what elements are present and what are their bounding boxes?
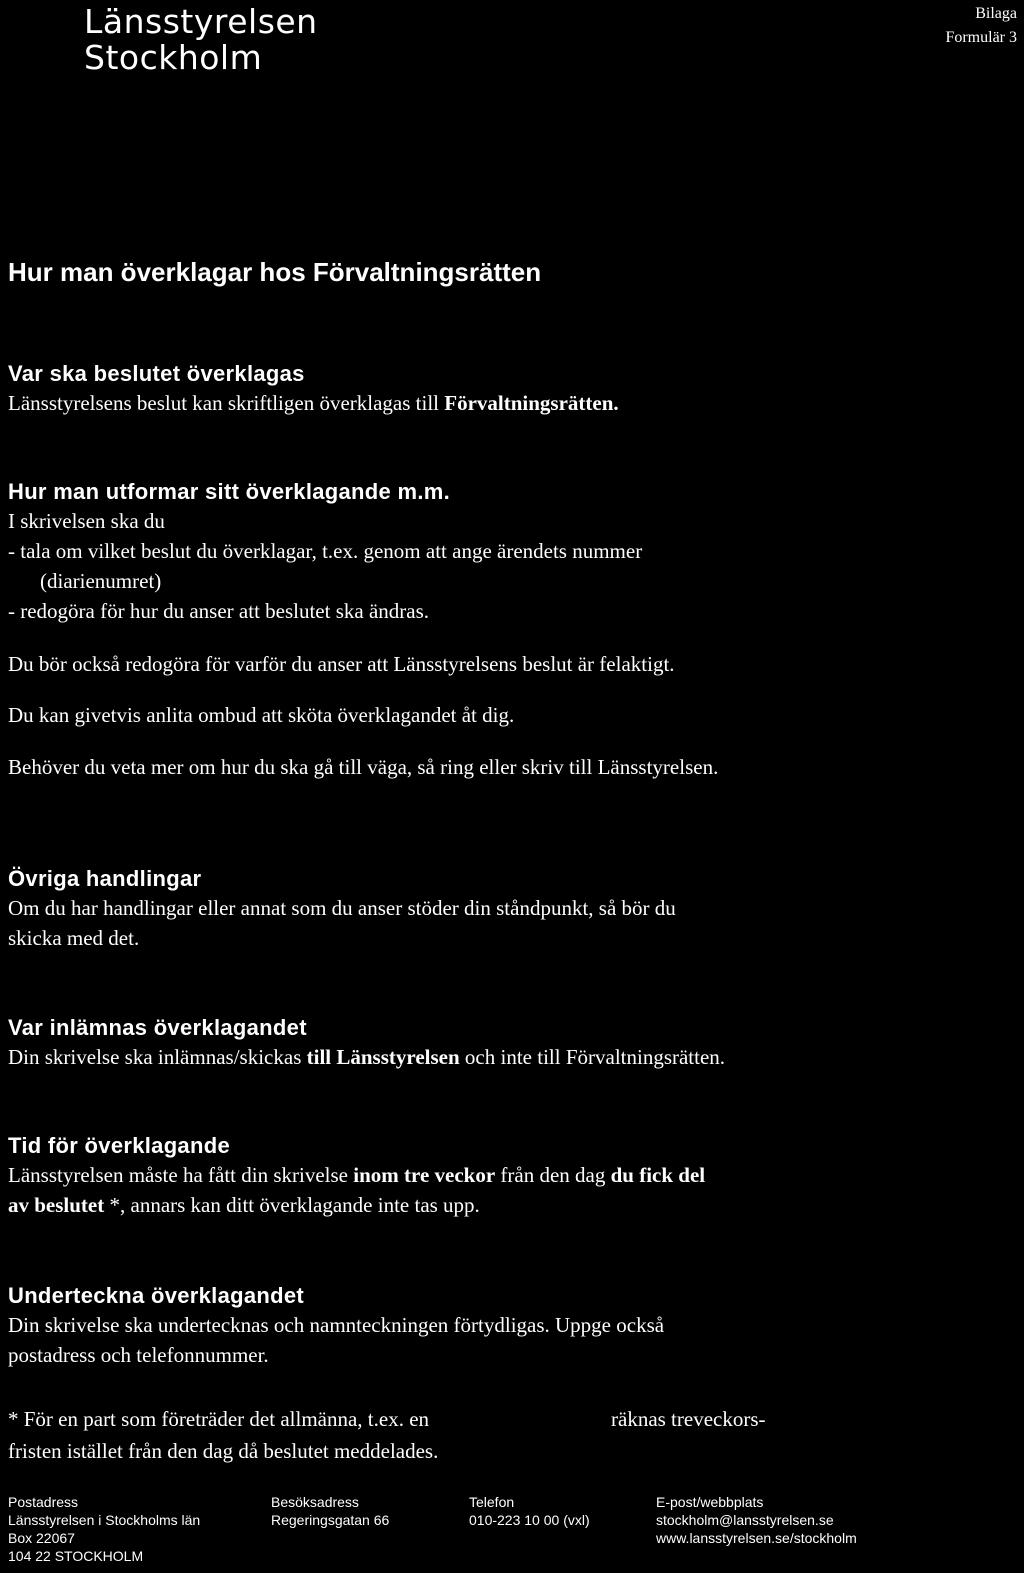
paragraph: Behöver du veta mer om hur du ska gå till väga, så ring eller skriv till Länsstyrelsen. <box>8 755 719 779</box>
paragraph: Du bör också redogöra för varför du anser att Länsstyrelsens beslut är felaktigt. <box>8 652 675 676</box>
section-heading: Var inlämnas överklagandet <box>8 1015 307 1040</box>
footer-phone <box>469 1493 590 1529</box>
footer-value: 104 22 STOCKHOLM <box>8 1548 144 1564</box>
footer-label: Postadress <box>8 1494 79 1510</box>
attachment-label <box>945 2 1017 50</box>
page-title: Hur man överklagar hos Förvaltningsrätten <box>8 257 542 287</box>
paragraph-line: Om du har handlingar eller annat som du anser stöder din ståndpunkt, så bör du <box>8 896 676 920</box>
paragraph: Du kan givetvis anlita ombud att sköta överklagandet åt dig. <box>8 703 515 727</box>
footer-email-web <box>656 1493 857 1547</box>
section-heading: Övriga handlingar <box>8 866 202 891</box>
section-how-to-write <box>8 478 908 782</box>
paragraph-line: av beslutet *, annars kan ditt överklagande inte tas upp. <box>8 1193 480 1217</box>
section-heading: Tid för överklagande <box>8 1133 230 1158</box>
section-heading: Underteckna överklagandet <box>8 1283 305 1308</box>
paragraph-line: postadress och telefonnummer. <box>8 1343 269 1367</box>
footnote-right-fragment: räknas treveckors- <box>611 1407 766 1431</box>
logo-line-1: Länsstyrelsen <box>84 2 318 41</box>
footer-value: Länsstyrelsen i Stockholms län <box>8 1512 201 1528</box>
footer-value: Box 22067 <box>8 1530 75 1546</box>
bullet-continuation: (diarienumret) <box>40 569 162 593</box>
agency-logo <box>84 4 318 76</box>
logo-line-2: Stockholm <box>84 38 263 77</box>
intro-text: I skrivelsen ska du <box>8 509 165 533</box>
footer-postal-address <box>8 1493 200 1565</box>
paragraph-line: Din skrivelse ska undertecknas och namnteckningen förtydligas. Uppge också <box>8 1313 665 1337</box>
footer-visiting-address <box>271 1493 389 1529</box>
section-text: Länsstyrelsens beslut kan skriftligen överklagas till Förvaltningsrätten. <box>8 391 619 415</box>
footnote-line: fristen istället från den dag då beslutet meddelades. <box>8 1439 439 1463</box>
footer-website-link[interactable]: www.lansstyrelsen.se/stockholm <box>656 1530 857 1546</box>
footnote <box>8 1403 438 1467</box>
footer-label: Telefon <box>469 1494 515 1510</box>
bullet-item: - redogöra för hur du anser att beslutet ska ändras. <box>8 599 430 623</box>
bullet-item: - tala om vilket beslut du överklagar, t.ex. genom att ange ärendets nummer <box>8 539 643 563</box>
section-deadline <box>8 1132 908 1220</box>
section-where-to-submit <box>8 1014 908 1072</box>
footer-value: 010-223 10 00 (vxl) <box>469 1512 590 1528</box>
section-sign <box>8 1282 908 1370</box>
section-text: Din skrivelse ska inlämnas/skickas till Länsstyrelsen och inte till Förvaltningsrätten. <box>8 1045 726 1069</box>
form-number: Formulär 3 <box>945 29 1017 46</box>
footer-value: Regeringsgatan 66 <box>271 1512 390 1528</box>
paragraph-line: Länsstyrelsen måste ha fått din skrivelse inom tre veckor från den dag du fick del <box>8 1163 706 1187</box>
footer-email-link[interactable]: stockholm@lansstyrelsen.se <box>656 1512 834 1528</box>
footer-label: Besöksadress <box>271 1494 359 1510</box>
bilaga-text: Bilaga <box>975 5 1017 22</box>
section-heading: Var ska beslutet överklagas <box>8 361 305 386</box>
section-where-to-appeal <box>8 360 908 418</box>
section-other-documents <box>8 865 908 953</box>
footer-label: E-post/webbplats <box>656 1494 764 1510</box>
paragraph-line: skicka med det. <box>8 926 140 950</box>
section-heading: Hur man utformar sitt överklagande m.m. <box>8 479 451 504</box>
footnote-line: * För en part som företräder det allmänna, t.ex. en <box>8 1407 430 1431</box>
